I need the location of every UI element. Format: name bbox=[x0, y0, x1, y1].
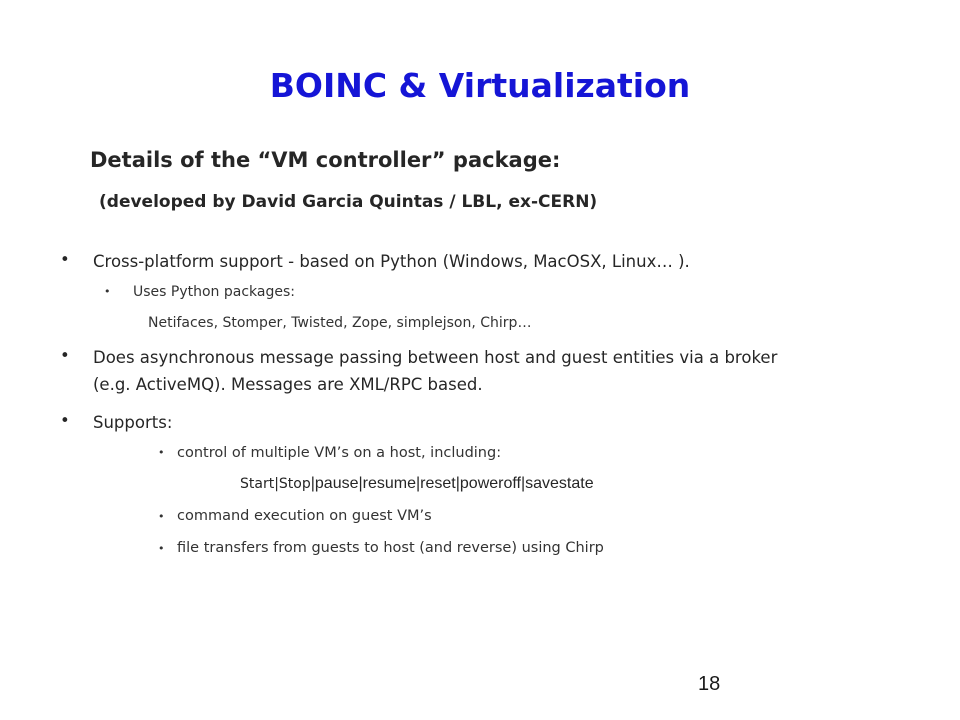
subtitle: Details of the “VM controller” package: bbox=[90, 148, 561, 172]
packages-list: Netifaces, Stomper, Twisted, Zope, simplejson, Chirp… bbox=[148, 315, 532, 331]
bullet-marker: • bbox=[60, 411, 70, 430]
bullet-file-transfers: file transfers from guests to host (and reverse) using Chirp bbox=[177, 540, 604, 556]
slide-title: BOINC & Virtualization bbox=[269, 66, 691, 105]
bullet-supports: Supports: bbox=[93, 413, 173, 432]
commands-rest: |pause|resume|reset|poweroff|savestate bbox=[310, 475, 594, 492]
page-number: 18 bbox=[698, 673, 721, 695]
commands-line bbox=[240, 475, 594, 493]
bullet-async-line1: Does asynchronous message passing between host and guest entities via a broker bbox=[93, 348, 778, 367]
sub-bullet-marker: • bbox=[158, 446, 165, 459]
bullet-uses-python: Uses Python packages: bbox=[133, 284, 295, 300]
bullet-marker: • bbox=[60, 346, 70, 365]
sub-bullet-marker: • bbox=[104, 285, 111, 298]
bullet-async-line2: (e.g. ActiveMQ). Messages are XML/RPC based. bbox=[93, 375, 483, 394]
sub-bullet-marker: • bbox=[158, 510, 165, 523]
subtitle-attribution: (developed by David Garcia Quintas / LBL, ex-CERN) bbox=[99, 192, 598, 212]
commands-start-stop: Start|Stop bbox=[240, 476, 311, 492]
bullet-cross-platform: Cross-platform support - based on Python (Windows, MacOSX, Linux… ). bbox=[93, 252, 690, 271]
sub-bullet-marker: • bbox=[158, 542, 165, 555]
bullet-control: control of multiple VM’s on a host, including: bbox=[177, 445, 502, 461]
bullet-command-exec: command execution on guest VM’s bbox=[177, 508, 432, 524]
bullet-marker: • bbox=[60, 250, 70, 269]
